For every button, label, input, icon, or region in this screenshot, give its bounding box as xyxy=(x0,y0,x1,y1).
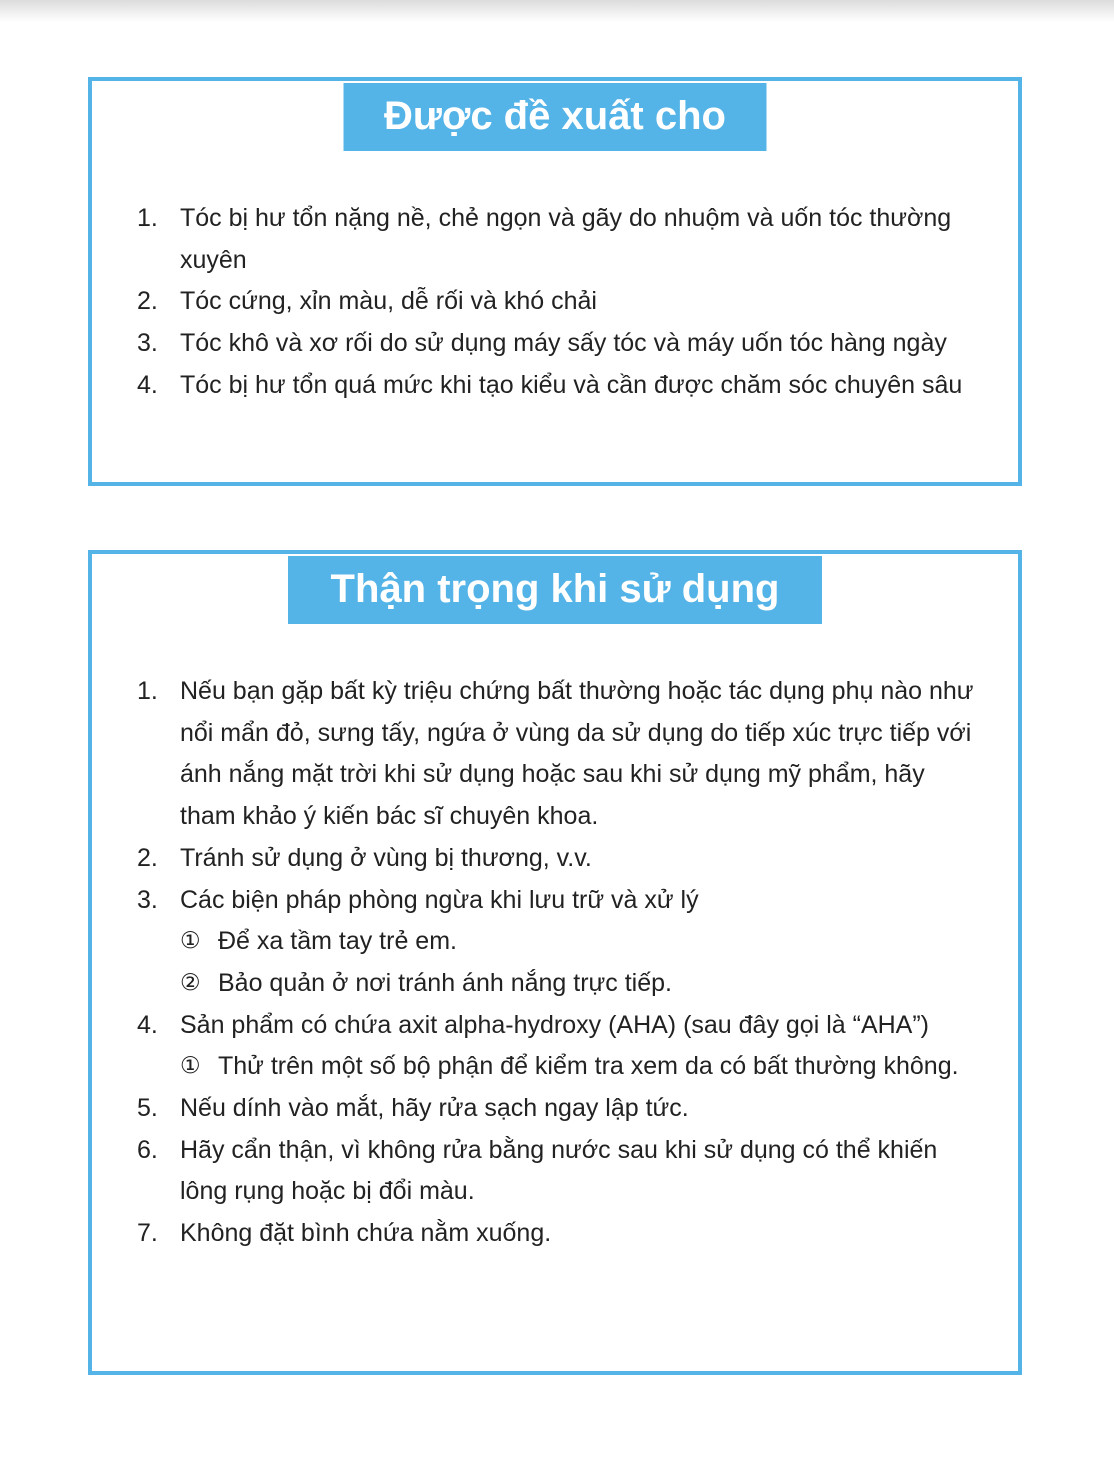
list-item xyxy=(137,323,977,365)
item-number: 2. xyxy=(137,843,158,872)
item-number: 7. xyxy=(137,1219,158,1248)
item-text: Tóc bị hư tổn nặng nề, chẻ ngọn và gãy do nhuộm và uốn tóc thường xuyên xyxy=(180,204,952,274)
caution-section xyxy=(88,550,1022,1375)
list-item xyxy=(137,1213,977,1255)
sub-list xyxy=(180,1046,977,1088)
sub-list xyxy=(180,921,977,1004)
recommended-title: Được đề xuất cho xyxy=(344,83,767,151)
item-text: Tóc cứng, xỉn màu, dễ rối và khó chải xyxy=(180,287,597,316)
list-item xyxy=(137,281,977,323)
list-item xyxy=(137,1130,977,1213)
sub-list-item xyxy=(180,1046,977,1088)
item-text: Tóc bị hư tổn quá mức khi tạo kiểu và cần được chăm sóc chuyên sâu xyxy=(180,370,963,399)
item-number: 2. xyxy=(137,287,158,316)
list-item xyxy=(137,1088,977,1130)
caution-title: Thận trọng khi sử dụng xyxy=(288,556,822,624)
caution-list xyxy=(137,671,977,1255)
item-text: Tóc khô và xơ rối do sử dụng máy sấy tóc và máy uốn tóc hàng ngày xyxy=(180,329,947,358)
item-text: Không đặt bình chứa nằm xuống. xyxy=(180,1219,552,1248)
list-item xyxy=(137,365,977,407)
item-number: 1. xyxy=(137,204,158,232)
item-text: Sản phẩm có chứa axit alpha-hydroxy (AHA) (sau đây gọi là “AHA”) xyxy=(180,1010,929,1039)
item-number: 6. xyxy=(137,1135,158,1164)
item-text: Tránh sử dụng ở vùng bị thương, v.v. xyxy=(180,843,592,872)
circled-number: ① xyxy=(180,1053,201,1080)
item-text: Các biện pháp phòng ngừa khi lưu trữ và xử lý xyxy=(180,885,699,914)
circled-number: ① xyxy=(180,928,201,955)
recommended-section xyxy=(88,77,1022,486)
list-item xyxy=(137,1005,977,1088)
list-item xyxy=(137,880,977,1005)
recommended-list xyxy=(137,198,977,407)
sub-item-text: Thử trên một số bộ phận để kiểm tra xem da có bất thường không. xyxy=(218,1052,959,1081)
list-item xyxy=(137,198,977,281)
item-text: Nếu dính vào mắt, hãy rửa sạch ngay lập tức. xyxy=(180,1094,689,1123)
item-text: Nếu bạn gặp bất kỳ triệu chứng bất thường hoặc tác dụng phụ nào như nổi mẩn đỏ, sưng tấy, ngứa ở vùng da sử dụng do tiếp xúc trực tiếp với ánh nắng mặt trời khi sử dụng hoặc sau khi sử dụng mỹ phẩm, hãy tham khảo ý kiến bác sĩ chuyên khoa. xyxy=(180,677,974,831)
sub-list-item xyxy=(180,921,977,963)
list-item xyxy=(137,838,977,880)
item-number: 4. xyxy=(137,1010,158,1039)
circled-number: ② xyxy=(180,969,201,996)
item-text: Hãy cẩn thận, vì không rửa bằng nước sau khi sử dụng có thể khiến lông rụng hoặc bị đổi màu. xyxy=(180,1135,938,1206)
sub-list-item xyxy=(180,963,977,1005)
sub-item-text: Để xa tầm tay trẻ em. xyxy=(218,927,457,956)
item-number: 3. xyxy=(137,329,158,358)
list-item xyxy=(137,671,977,838)
top-shadow xyxy=(0,0,1114,22)
item-number: 3. xyxy=(137,885,158,914)
sub-item-text: Bảo quản ở nơi tránh ánh nắng trực tiếp. xyxy=(218,968,672,997)
item-number: 1. xyxy=(137,677,158,705)
item-number: 5. xyxy=(137,1094,158,1123)
item-number: 4. xyxy=(137,370,158,399)
